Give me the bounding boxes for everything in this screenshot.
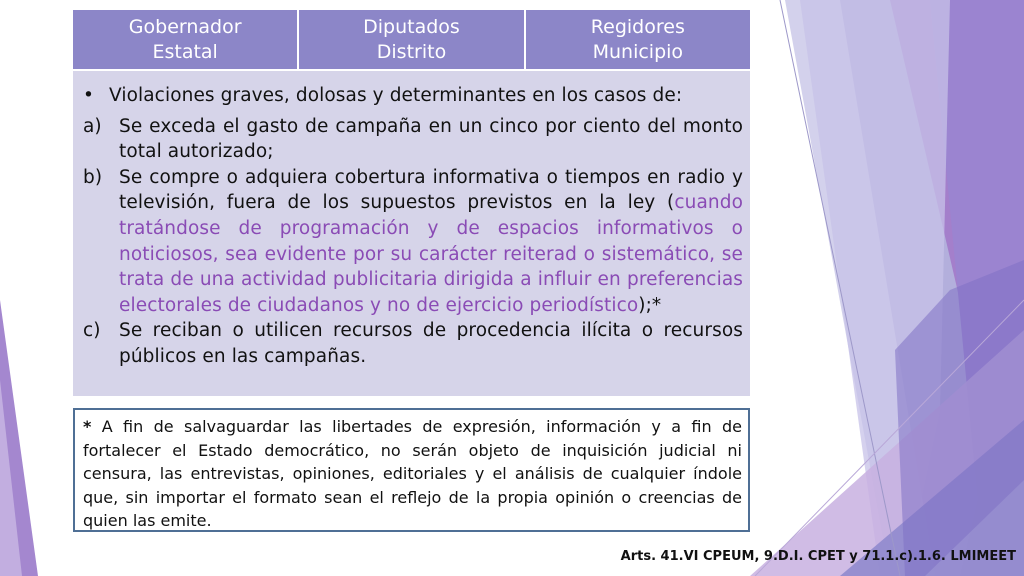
table-header-row: [73, 10, 750, 69]
legal-citation: Arts. 41.VI CPEUM, 9.D.I. CPET y 71.1.c).1.6. LMIMEET: [620, 549, 1016, 564]
header-diputados: Diputados Distrito: [299, 10, 525, 69]
list-item-a: [83, 114, 743, 165]
footnote-marker: *: [83, 417, 92, 436]
table-body-cell: [73, 71, 750, 396]
item-text-c: Se reciban o utilicen recursos de procedencia ilícita o recursos públicos en las campañas.: [119, 320, 743, 367]
footnote-box: [73, 408, 750, 532]
bullet-text: Violaciones graves, dolosas y determinantes en los casos de:: [109, 85, 683, 106]
header-gobernador: Gobernador Estatal: [73, 10, 299, 69]
bullet-marker: •: [83, 85, 95, 106]
item-marker-c: c): [83, 320, 101, 342]
election-nullity-table: [73, 10, 750, 396]
item-text-a: Se exceda el gasto de campaña en un cinco por ciento del monto total autorizado;: [119, 115, 743, 163]
item-text-b-after: );*: [638, 294, 662, 316]
list-item-b: [83, 165, 743, 319]
bullet-intro: [83, 83, 743, 109]
item-text-b-highlight: cuando tratándose de programación y de espacios informativos o noticiosos, sea evidente por su carácter reiterad o sistemático, se trata de una actividad publicitaria dirigida a influir en preferencias electorales de ciudadanos y no de ejercicio periodístico: [119, 192, 743, 316]
item-marker-b: b): [83, 166, 103, 188]
item-marker-a: a): [83, 115, 102, 137]
list-item-c: [83, 318, 743, 369]
item-text-b-before: Se compre o adquiera cobertura informativa o tiempos en radio y televisión, fuera de los supuestos previstos en la ley (: [119, 166, 743, 214]
footnote-text: A fin de salvaguardar las libertades de expresión, información y a fin de fortalecer el Estado democrático, no serán objeto de inquisición judicial ni censura, las entrevistas, opiniones, editoriales y el análisis de cualquier índole que, sin importar el formato sean el reflejo de la propia opinión o creencias de quien las emite.: [83, 417, 742, 531]
header-regidores: Regidores Municipio: [590, 15, 685, 63]
item-text-b: [119, 165, 743, 319]
